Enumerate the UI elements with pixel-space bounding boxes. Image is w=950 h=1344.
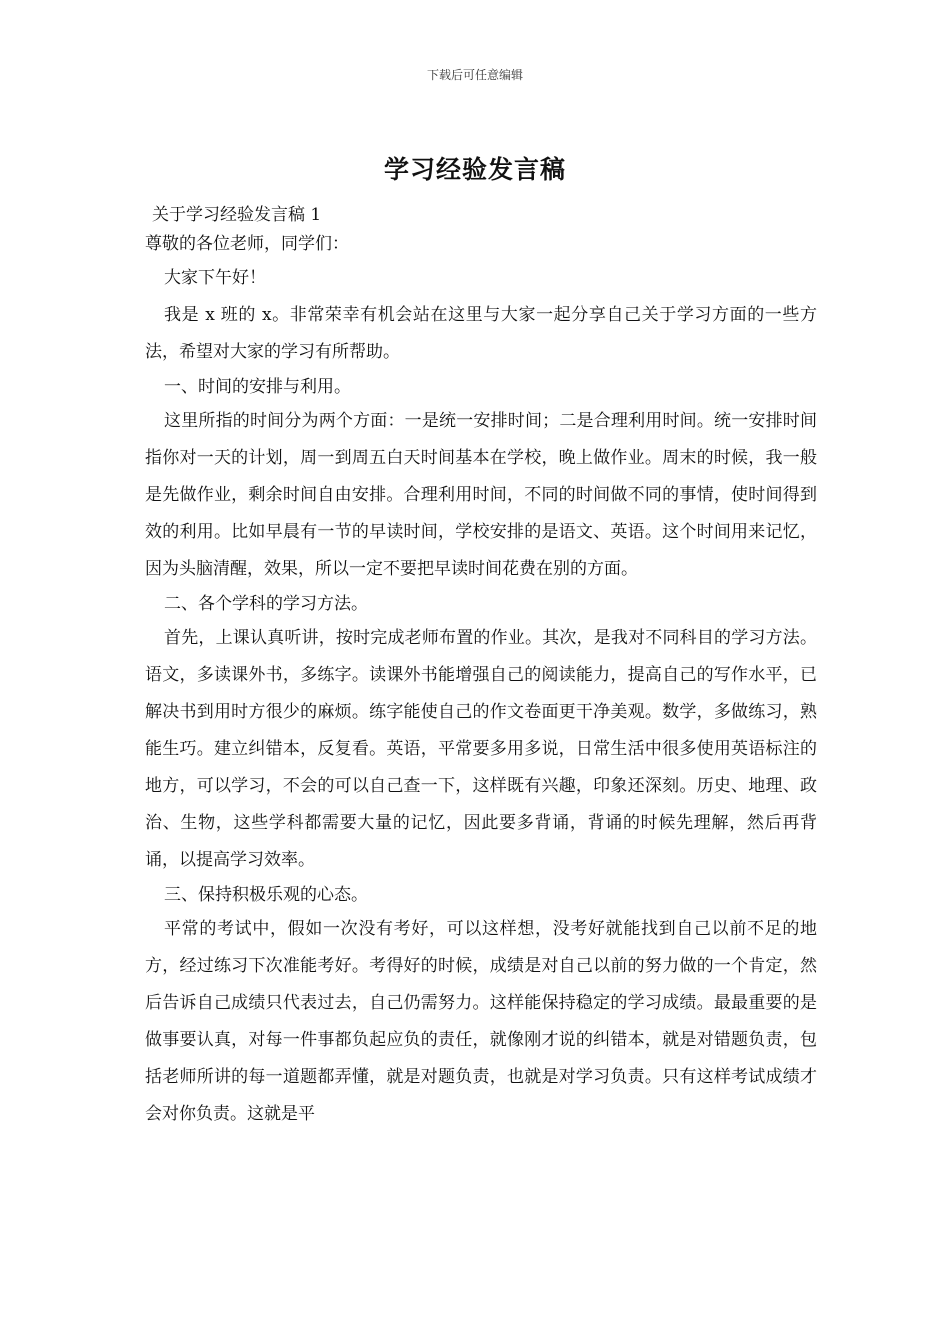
salutation: 尊敬的各位老师，同学们：	[145, 234, 349, 254]
page-title: 学习经验发言稿	[383, 155, 566, 184]
section-heading-2: 二、各个学科的学习方法。	[164, 594, 368, 614]
header-note: 下载后可任意编辑	[426, 68, 523, 82]
section-heading-3: 三、保持积极乐观的心态。	[164, 885, 368, 905]
document-body	[145, 228, 817, 1133]
paragraph-subjects: 首先，上课认真听讲，按时完成老师布置的作业。其次，是我对不同科目的学习方法。语文，多读课外书，多练字。读课外书能增强自己的阅读能力，提高自己的写作水平，已解决书到用时方很少的麻烦。练字能使自己的作文卷面更干净美观。数学，多做练习，熟能生巧。建立纠错本，反复看。英语，平常要多用多说，日常生活中很多使用英语标注的地方，可以学习，不会的可以自己查一下，这样既有兴趣，印象还深刻。历史、地理、政治、生物，这些学科都需要大量的记忆，因此要多背诵，背诵的时候先理解，然后再背诵，以提高学习效率。	[145, 628, 817, 870]
paragraph-time: 这里所指的时间分为两个方面：一是统一安排时间；二是合理利用时间。统一安排时间指你对一天的计划，周一到周五白天时间基本在学校，晚上做作业。周末的时候，我一般是先做作业，剩余时间自由安排。合理利用时间，不同的时间做不同的事情，使时间得到效的利用。比如早晨有一节的早读时间，学校安排的是语文、英语。这个时间用来记忆，因为头脑清醒，效果，所以一定不要把早读时间花费在别的方面。	[145, 411, 817, 579]
paragraph-attitude: 平常的考试中，假如一次没有考好，可以这样想，没考好就能找到自己以前不足的地方，经过练习下次准能考好。考得好的时候，成绩是对自己以前的努力做的一个肯定，然后告诉自己成绩只代表过去，自己仍需努力。这样能保持稳定的学习成绩。最最重要的是做事要认真，对每一件事都负起应负的责任，就像刚才说的纠错本，就是对错题负责，包括老师所讲的每一道题都弄懂，就是对题负责，也就是对学习负责。只有这样考试成绩才会对你负责。这就是平	[145, 919, 817, 1124]
paragraph-intro: 我是 x 班的 x。非常荣幸有机会站在这里与大家一起分享自己关于学习方面的一些方法，希望对大家的学习有所帮助。	[145, 305, 817, 362]
subtitle: 关于学习经验发言稿 1	[152, 205, 322, 225]
section-heading-1: 一、时间的安排与利用。	[164, 377, 351, 397]
greeting: 大家下午好！	[164, 268, 266, 288]
